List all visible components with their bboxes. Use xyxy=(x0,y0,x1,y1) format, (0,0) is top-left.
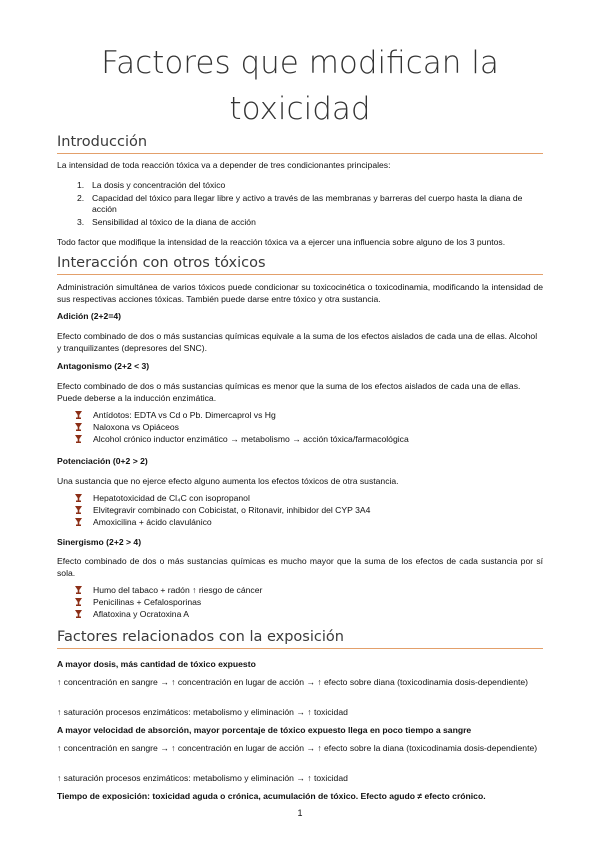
list-item: Naloxona vs Opiáceos xyxy=(57,421,543,433)
section-heading-introduccion: Introducción xyxy=(57,134,543,154)
sinergismo-list xyxy=(57,584,543,620)
intro-closing: Todo factor que modifique la intensidad de la reacción tóxica va a ejercer una influencia sobre alguno de los 3 puntos. xyxy=(57,237,506,247)
exposicion-p2: ↑ concentración en sangre → ↑ concentración en lugar de acción → ↑ efecto sobre diana (toxicodinamia dosis-dependiente) xyxy=(57,677,529,687)
goblet-bullet-icon xyxy=(75,423,82,431)
page-number: 1 xyxy=(297,808,303,818)
list-item: Antídotos: EDTA vs Cd o Pb. Dimercaprol vs Hg xyxy=(57,409,543,421)
goblet-bullet-icon xyxy=(75,518,82,526)
goblet-bullet-icon xyxy=(75,411,82,419)
potenciacion-list xyxy=(57,492,543,528)
adicion-title: Adición (2+2=4) xyxy=(57,311,121,321)
exposicion-p1: A mayor dosis, más cantidad de tóxico expuesto xyxy=(57,659,256,669)
exposicion-p5: ↑ concentración en sangre → ↑ concentración en lugar de acción → ↑ efecto sobre la diana (toxicodinamia dosis-dependiente) xyxy=(57,743,538,753)
potenciacion-text: Una sustancia que no ejerce efecto alguno aumenta los efectos tóxicos de otra sustancia. xyxy=(57,476,399,486)
goblet-bullet-icon xyxy=(75,586,82,594)
section-heading-exposicion: Factores relacionados con la exposición xyxy=(57,629,543,649)
list-item: Humo del tabaco + radón ↑ riesgo de cáncer xyxy=(57,584,543,596)
list-item: Amoxicilina + ácido clavulánico xyxy=(57,516,543,528)
goblet-bullet-icon xyxy=(75,506,82,514)
exposicion-p7: Tiempo de exposición: toxicidad aguda o crónica, acumulación de tóxico. Efecto agudo ≠ efecto crónico. xyxy=(57,791,486,801)
goblet-bullet-icon xyxy=(75,598,82,606)
potenciacion-title: Potenciación (0+2 > 2) xyxy=(57,456,148,466)
antagonismo-text: Efecto combinado de dos o más sustancias químicas es menor que la suma de los efectos aislados de cada una de ellas. Puede deberse a la inducción enzimática. xyxy=(57,381,521,403)
list-item: Alcohol crónico inductor enzimático → metabolismo → acción tóxica/farmacológica xyxy=(57,433,543,445)
goblet-bullet-icon xyxy=(75,610,82,618)
list-item: Penicilinas + Cefalosporinas xyxy=(57,596,543,608)
antagonismo-title: Antagonismo (2+2 < 3) xyxy=(57,361,150,371)
sinergismo-title: Sinergismo (2+2 > 4) xyxy=(57,537,142,547)
antagonismo-list xyxy=(57,409,543,445)
exposicion-p3: ↑ saturación procesos enzimáticos: metabolismo y eliminación → ↑ toxicidad xyxy=(57,707,348,717)
sinergismo-text: Efecto combinado de dos o más sustancias químicas es mucho mayor que la suma de los efectos de cada sustancia por sí sola. xyxy=(57,556,543,578)
exposicion-p6: ↑ saturación procesos enzimáticos: metabolismo y eliminación → ↑ toxicidad xyxy=(57,773,348,783)
list-item: 2. Capacidad del tóxico para llegar libre y activo a través de las membranas y barreras del cuerpo hasta la diana de acción xyxy=(77,193,523,214)
list-item: Hepatotoxicidad de Cl₄C con isopropanol xyxy=(57,492,543,504)
adicion-text: Efecto combinado de dos o más sustancias químicas equivale a la suma de los efectos aislados de cada una de ellas. Alcohol y tranquilizantes (depresores del SNC). xyxy=(57,331,538,353)
interaccion-lead: Administración simultánea de varios tóxicos puede condicionar su toxicocinética o toxicodinamia, modificando la intensidad de sus respectivas acciones tóxicas. También puede darse entre tóxico y otra sustancia. xyxy=(57,282,543,304)
list-item: 3. Sensibilidad al tóxico de la diana de acción xyxy=(77,217,256,227)
intro-list xyxy=(57,180,543,228)
goblet-bullet-icon xyxy=(75,435,82,443)
list-item: Aflatoxina y Ocratoxina A xyxy=(57,608,543,620)
list-item: 1. La dosis y concentración del tóxico xyxy=(77,180,226,190)
list-item: Elvitegravir combinado con Cobicistat, o Ritonavir, inhibidor del CYP 3A4 xyxy=(57,504,543,516)
exposicion-p4: A mayor velocidad de absorción, mayor porcentaje de tóxico expuesto llega en poco tiempo a sangre xyxy=(57,725,472,735)
goblet-bullet-icon xyxy=(75,494,82,502)
intro-lead: La intensidad de toda reacción tóxica va a depender de tres condicionantes principales: xyxy=(57,160,391,170)
section-heading-interaccion: Interacción con otros tóxicos xyxy=(57,255,543,275)
page-title: Factores que modifican la toxicidad xyxy=(101,45,499,127)
